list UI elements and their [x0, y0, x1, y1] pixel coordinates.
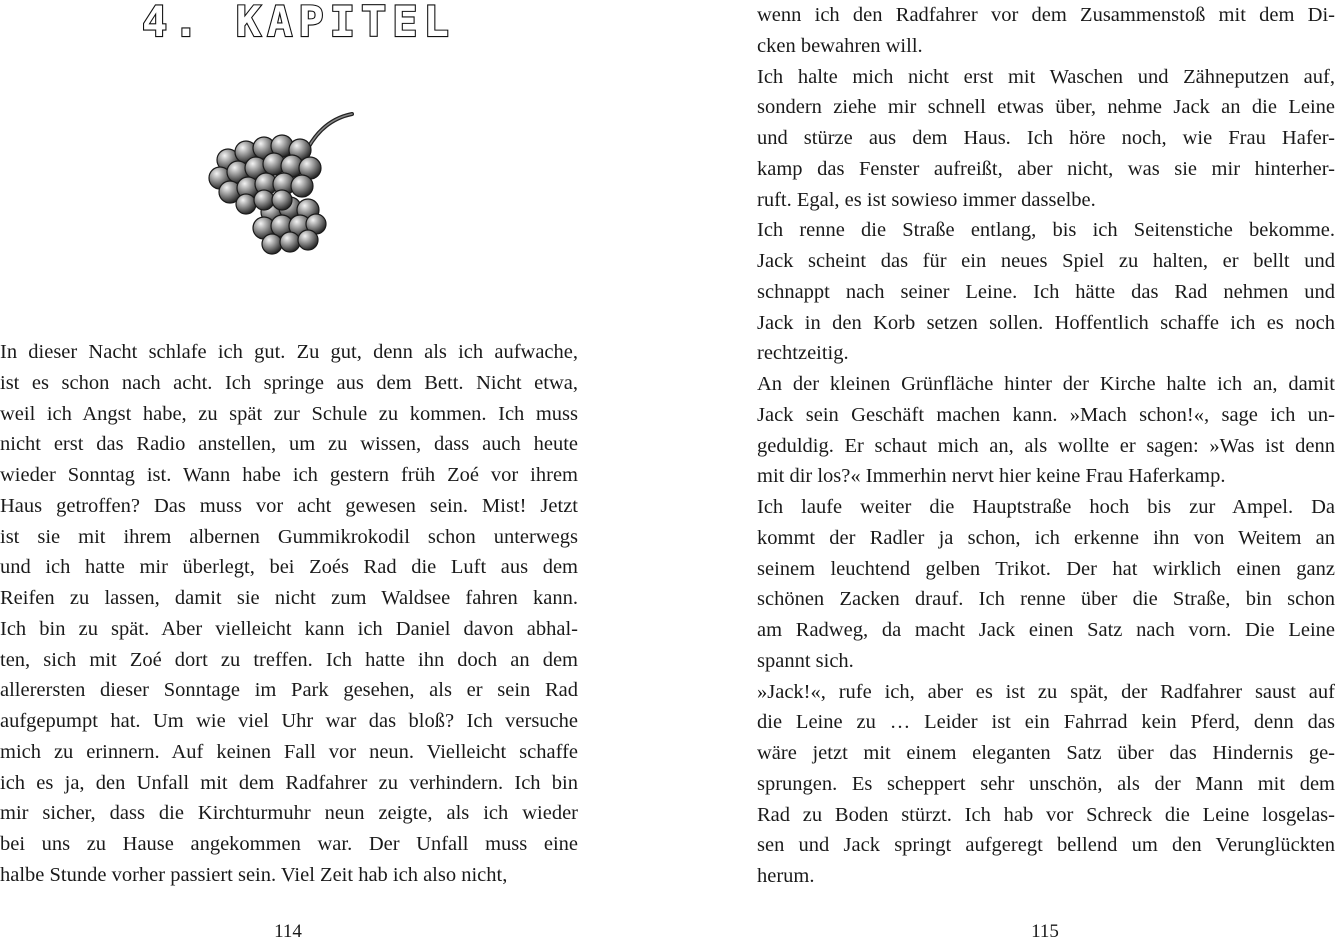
chapter-title-lettering	[140, 0, 450, 44]
text-line: mich zu erinnern. Auf keinen Fall vor neun. Vielleicht schaffe	[0, 740, 578, 763]
text-line: kamp das Fenster aufreißt, aber nicht, was sie mir hinterher-	[757, 157, 1335, 180]
text-line: An der kleinen Grünfläche hinter der Kirche halte ich an, damit	[757, 373, 1335, 395]
text-line: und ich hatte mir überlegt, bei Zoés Rad die Luft aus dem	[0, 556, 578, 579]
text-line: kommt der Radler ja schon, ich erkenne ihn von Weitem an	[757, 526, 1335, 549]
text-line: sen und Jack springt aufgeregt bellend um den Verunglückten	[757, 834, 1335, 857]
text-line: Jack scheint das für ein neues Spiel zu halten, er bellt und	[757, 250, 1335, 272]
text-line: mit dir los?« Immerhin nervt hier keine Frau Haferkamp.	[757, 465, 1226, 488]
text-line: Ich laufe weiter die Hauptstraße hoch bis zur Ampel. Da	[757, 496, 1335, 518]
text-line: schönen Zacken drauf. Ich renne über die Straße, bin schon	[757, 588, 1335, 611]
text-line: nicht erst das Radio anstellen, um zu wissen, dass auch heute	[0, 433, 578, 456]
chapter-title	[140, 0, 450, 44]
text-line: herum.	[757, 865, 815, 887]
right-page	[757, 0, 1335, 942]
text-line: sondern ziehe mir schnell etwas über, nehme Jack an die Leine	[757, 96, 1335, 119]
text-line: cken bewahren will.	[757, 34, 923, 57]
text-line: Ich bin zu spät. Aber vielleicht kann ich Daniel davon abhal-	[0, 617, 578, 640]
text-line: rechtzeitig.	[757, 342, 849, 365]
text-line: Jack in den Korb setzen sollen. Hoffentlich schaffe ich es noch	[757, 311, 1335, 334]
text-line: Jack sein Geschäft machen kann. »Mach schon!«, sage ich un-	[757, 403, 1335, 426]
text-line: aufgepumpt hat. Um wie viel Uhr war das bloß? Ich versuche	[0, 710, 578, 732]
text-line: ist es schon nach acht. Ich springe aus dem Bett. Nicht etwa,	[0, 371, 578, 394]
page-number-right: 115	[1031, 921, 1059, 942]
page-number-left: 114	[274, 921, 302, 942]
text-line: wieder Sonntag ist. Wann habe ich gestern früh Zoé vor ihrem	[0, 464, 578, 486]
text-line: geduldig. Er schaut mich an, als wollte er sagen: »Was ist denn	[757, 434, 1335, 457]
text-line: ich es ja, den Unfall mit dem Radfahrer zu verhindern. Ich bin	[0, 771, 578, 794]
text-line: wäre jetzt mit einem eleganten Satz über das Hindernis ge-	[757, 742, 1335, 764]
text-line: schnappt nach seiner Leine. Ich hätte das Rad nehmen und	[757, 280, 1335, 303]
text-line: sprungen. Es scheppert sehr unschön, als der Mann mit dem	[757, 772, 1335, 795]
text-line: spannt sich.	[757, 649, 854, 672]
text-line: bei uns zu Hause angekommen war. Der Unfall muss eine	[0, 833, 578, 855]
left-page-body-text	[0, 337, 578, 891]
text-line: Ich halte mich nicht erst mit Waschen und Zähneputzen auf,	[757, 65, 1335, 88]
text-line: wenn ich den Radfahrer vor dem Zusammenstoß mit dem Di-	[757, 4, 1335, 26]
text-line: »Jack!«, rufe ich, aber es ist zu spät, der Radfahrer saust auf	[757, 680, 1335, 703]
text-line: Reifen zu lassen, damit sie nicht zum Waldsee fahren kann.	[0, 587, 578, 609]
text-line: Haus getroffen? Das muss vor acht gewesen sein. Mist! Jetzt	[0, 494, 578, 517]
text-line: Rad zu Boden stürzt. Ich hab vor Schreck die Leine losgelas-	[757, 803, 1335, 826]
left-page	[0, 0, 600, 942]
right-page-body-text	[757, 0, 1335, 892]
text-line: die Leine zu … Leider ist ein Fahrrad kein Pferd, denn das	[757, 711, 1335, 734]
text-line: ruft. Egal, es ist sowieso immer dasselbe.	[757, 188, 1096, 211]
text-line: Ich renne die Straße entlang, bis ich Seitenstiche bekomme.	[757, 219, 1335, 242]
text-line: mir sicher, dass die Kirchturmuhr neun zeigte, als ich wieder	[0, 802, 578, 825]
text-line: und stürze aus dem Haus. Ich höre noch, wie Frau Hafer-	[757, 127, 1335, 149]
text-line: ist sie mit ihrem albernen Gummikrokodil schon unterwegs	[0, 525, 578, 548]
text-line: ten, sich mit Zoé dort zu treffen. Ich hatte ihn doch an dem	[0, 648, 578, 671]
text-line: seinem leuchtend gelben Trikot. Der hat wirklich einen ganz	[757, 557, 1335, 580]
text-line: weil ich Angst habe, zu spät zur Schule zu kommen. Ich muss	[0, 402, 578, 425]
blackberry-icon	[200, 100, 370, 260]
chapter-title-text: 4. KAPITEL	[142, 0, 450, 44]
text-line: am Radweg, da macht Jack einen Satz nach vorn. Die Leine	[757, 619, 1335, 641]
text-line: halbe Stunde vorher passiert sein. Viel Zeit hab ich also nicht,	[0, 863, 508, 886]
text-line: allerersten dieser Sonntage im Park gesehen, als er sein Rad	[0, 679, 578, 702]
blackberry-illustration	[200, 100, 370, 260]
text-line: In dieser Nacht schlafe ich gut. Zu gut, denn als ich aufwache,	[0, 341, 578, 363]
